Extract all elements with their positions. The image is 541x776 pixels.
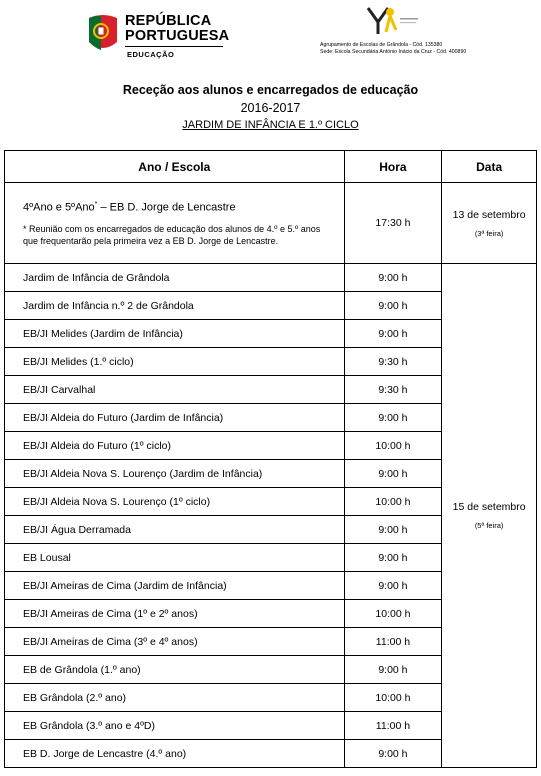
agrupamento-logo-icon	[360, 6, 420, 36]
hora-cell: 9:30 h	[344, 376, 442, 404]
table-row	[5, 183, 537, 264]
escola-cell: EB/JI Melides (1.º ciclo)	[5, 348, 345, 376]
escola-cell	[5, 183, 345, 264]
header-data: Data	[442, 151, 537, 183]
main-line: 4ºAno e 5ºAno* – EB D. Jorge de Lencastre	[23, 201, 236, 214]
hora-cell: 9:00 h	[344, 572, 442, 600]
agrupamento-logo	[320, 6, 480, 58]
escola-cell: EB Lousal	[5, 544, 345, 572]
portugal-flag-icon	[87, 12, 119, 54]
hora-cell: 10:00 h	[344, 600, 442, 628]
escola-cell: EB/JI Água Derramada	[5, 516, 345, 544]
merged-date-cell	[442, 264, 537, 768]
republica-name: REPÚBLICA PORTUGUESA	[125, 13, 230, 44]
escola-cell: Jardim de Infância de Grândola	[5, 264, 345, 292]
hora-cell: 10:00 h	[344, 684, 442, 712]
hora-cell: 9:00 h	[344, 516, 442, 544]
escola-cell: EB de Grândola (1.º ano)	[5, 656, 345, 684]
hora-cell: 9:00 h	[344, 264, 442, 292]
schedule-table	[4, 150, 537, 768]
hora-cell: 9:00 h	[344, 656, 442, 684]
agrupamento-line1: Agrupamento de Escolas de Grândola - Cód. 135380	[320, 42, 443, 48]
escola-cell: EB/JI Aldeia do Futuro (1º ciclo)	[5, 432, 345, 460]
weekday-text: (3ª feira)	[474, 228, 504, 238]
educacao-label: EDUCAÇÃO	[127, 50, 175, 59]
escola-cell: EB Grândola (2.º ano)	[5, 684, 345, 712]
hora-cell: 9:00 h	[344, 544, 442, 572]
hora-cell: 10:00 h	[344, 488, 442, 516]
header-escola: Ano / Escola	[5, 151, 345, 183]
hora-cell: 11:00 h	[344, 712, 442, 740]
escola-cell: EB/JI Aldeia Nova S. Lourenço (Jardim de Infância)	[5, 460, 345, 488]
document-subtitle: JARDIM DE INFÂNCIA E 1.º CICLO	[182, 119, 359, 131]
date-text: 15 de setembro	[452, 501, 526, 513]
document-title: Receção aos alunos e encarregados de educação	[122, 83, 419, 97]
hora-cell: 10:00 h	[344, 432, 442, 460]
hora-cell: 17:30 h	[344, 183, 442, 264]
escola-cell: EB/JI Carvalhal	[5, 376, 345, 404]
escola-cell: EB/JI Aldeia Nova S. Lourenço (1º ciclo)	[5, 488, 345, 516]
hora-cell: 9:00 h	[344, 460, 442, 488]
hora-cell: 9:30 h	[344, 348, 442, 376]
table-row	[5, 264, 537, 292]
header-hora: Hora	[344, 151, 442, 183]
escola-cell: EB/JI Ameiras de Cima (1º e 2º anos)	[5, 600, 345, 628]
escola-cell: Jardim de Infância n.º 2 de Grândola	[5, 292, 345, 320]
escola-cell: EB/JI Ameiras de Cima (3º e 4º anos)	[5, 628, 345, 656]
escola-cell: EB D. Jorge de Lencastre (4.º ano)	[5, 740, 345, 768]
hora-cell: 9:00 h	[344, 292, 442, 320]
agrupamento-line2: Sede: Escola Secundária António Inácio da Cruz - Cód. 400890	[320, 49, 467, 55]
hora-cell: 9:00 h	[344, 740, 442, 768]
hora-cell: 9:00 h	[344, 404, 442, 432]
escola-cell: EB/JI Ameiras de Cima (Jardim de Infância)	[5, 572, 345, 600]
weekday-text: (5ª feira)	[474, 521, 504, 530]
republica-portuguesa-logo	[87, 12, 237, 64]
date-text: 13 de setembro	[452, 208, 526, 221]
hora-cell: 11:00 h	[344, 628, 442, 656]
meeting-note: * Reunião com os encarregados de educação dos alunos de 4.º e 5.º anos que frequentarão pela primeira vez a EB D. Jorge de Lencastre.	[23, 223, 321, 246]
hora-cell: 9:00 h	[344, 320, 442, 348]
escola-cell: EB Grândola (3.º ano e 4ºD)	[5, 712, 345, 740]
logo-divider	[125, 46, 223, 47]
escola-cell: EB/JI Melides (Jardim de Infância)	[5, 320, 345, 348]
table-header-row	[5, 151, 537, 183]
school-year: 2016-2017	[240, 101, 301, 115]
escola-cell: EB/JI Aldeia do Futuro (Jardim de Infância)	[5, 404, 345, 432]
data-cell	[442, 183, 537, 264]
